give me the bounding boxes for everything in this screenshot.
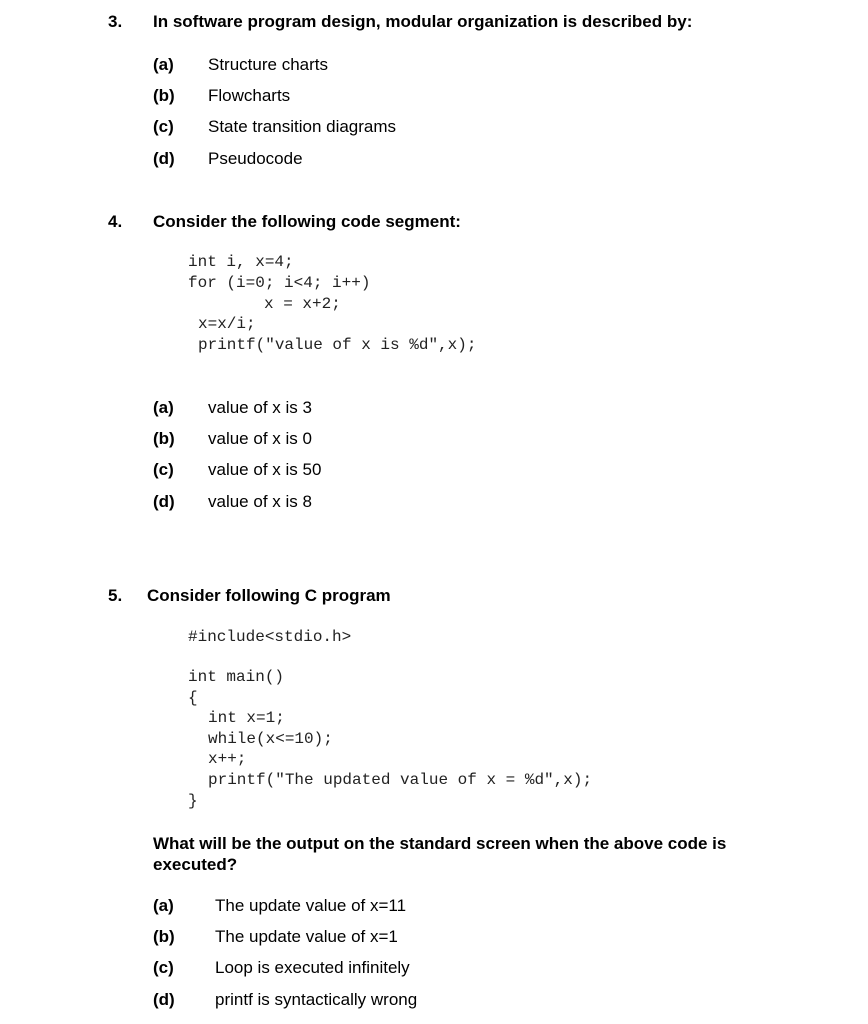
q5-option-a-text: The update value of x=11 [215, 896, 407, 915]
q4-code-line: x = x+2; [264, 295, 341, 313]
q5-code-line: x++; [208, 750, 247, 768]
q5-code-line: } [188, 792, 198, 810]
q3-option-b-label: (b) [153, 86, 175, 105]
q4-option-d-label: (d) [153, 492, 175, 511]
q5-prompt: What will be the output on the standard screen when the above code is executed? [153, 834, 727, 874]
question-5-number: 5. [108, 586, 123, 605]
q5-code-line: { [188, 689, 198, 707]
q5-code-line: while(x<=10); [208, 730, 333, 748]
q4-code-line: printf("value of x is %d",x); [198, 336, 477, 354]
q4-code-line: int i, x=4; [188, 253, 294, 271]
q5-code-line: int main() [188, 668, 285, 686]
q5-code-line: #include<stdio.h> [188, 628, 352, 646]
q3-option-c-label: (c) [153, 117, 174, 136]
q4-option-c-text: value of x is 50 [208, 460, 322, 479]
question-4-text: Consider the following code segment: [153, 212, 461, 231]
q5-option-b-label: (b) [153, 927, 175, 946]
question-3-text: In software program design, modular organization is described by: [153, 12, 693, 31]
q4-option-b-text: value of x is 0 [208, 429, 312, 448]
question-3-number: 3. [108, 12, 123, 31]
q4-option-c-label: (c) [153, 460, 174, 479]
q5-option-b-text: The update value of x=1 [215, 927, 398, 946]
q4-code-line: x=x/i; [198, 315, 256, 333]
q3-option-c-text: State transition diagrams [208, 117, 397, 136]
q5-option-d-text: printf is syntactically wrong [215, 990, 418, 1009]
q5-option-c-label: (c) [153, 958, 174, 977]
q5-option-a-label: (a) [153, 896, 174, 915]
q4-option-a-label: (a) [153, 398, 174, 417]
q3-option-d-label: (d) [153, 149, 175, 168]
q4-option-a-text: value of x is 3 [208, 398, 312, 417]
q5-code-line: int x=1; [208, 709, 285, 727]
question-5-text: Consider following C program [147, 586, 391, 605]
question-4-number: 4. [108, 212, 123, 231]
q4-option-d-text: value of x is 8 [208, 492, 312, 511]
q5-option-c-text: Loop is executed infinitely [215, 958, 410, 977]
q3-option-d-text: Pseudocode [208, 149, 303, 168]
q4-option-b-label: (b) [153, 429, 175, 448]
q3-option-a-text: Structure charts [208, 55, 328, 74]
q5-option-d-label: (d) [153, 990, 175, 1009]
q4-code-line: for (i=0; i<4; i++) [188, 274, 371, 292]
q5-code-line: printf("The updated value of x = %d",x); [208, 771, 593, 789]
q3-option-b-text: Flowcharts [208, 86, 291, 105]
q3-option-a-label: (a) [153, 55, 174, 74]
